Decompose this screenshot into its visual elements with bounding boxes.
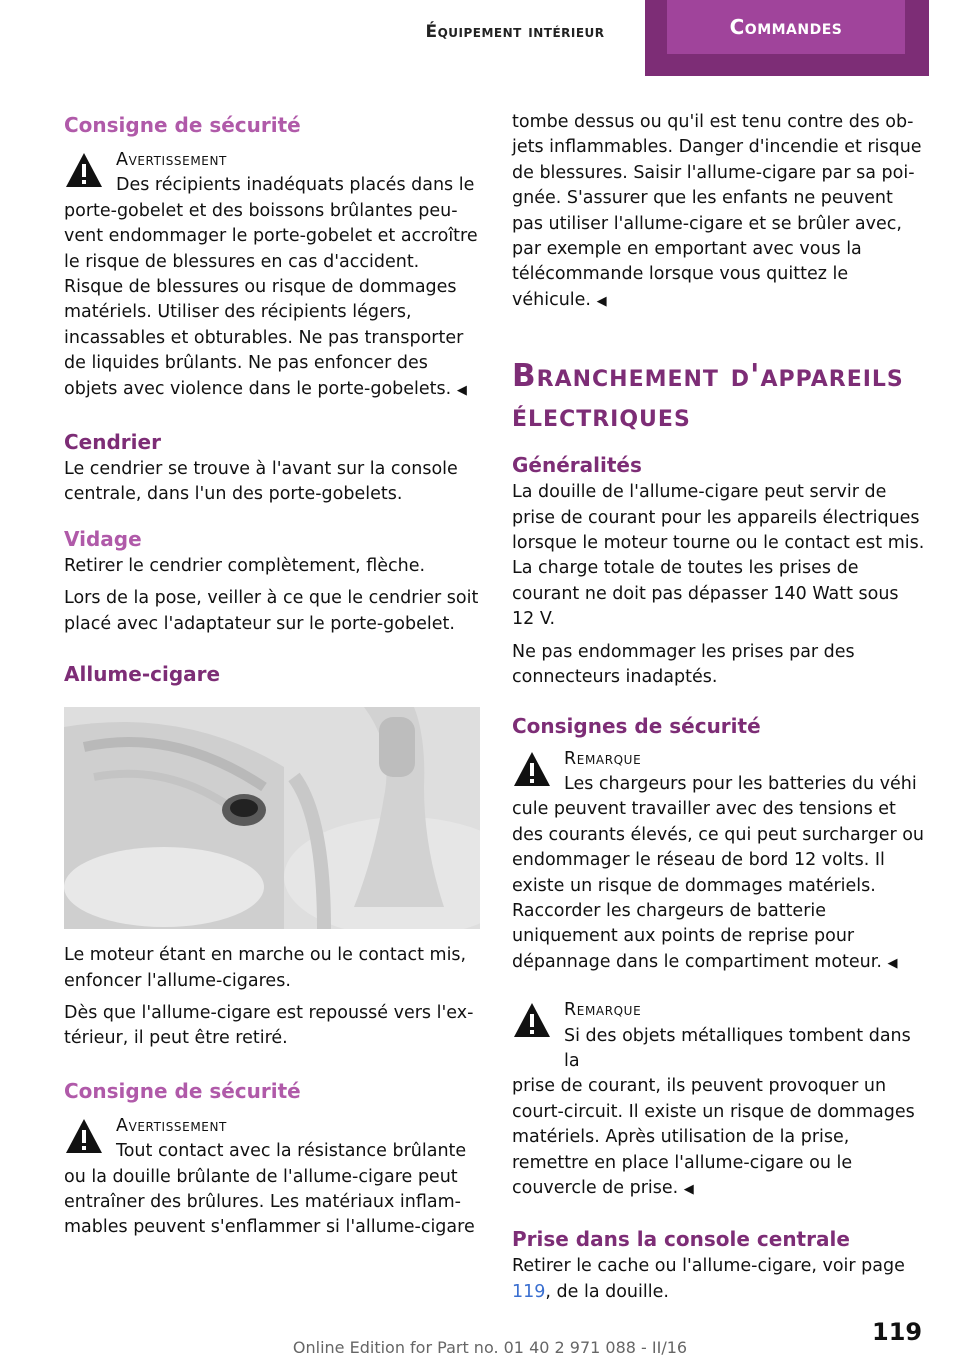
- cendrier-text: Le cendrier se trouve à l'avant sur la console centrale, dans l'un des porte-gobelets.: [64, 459, 458, 505]
- warning-icon: [64, 150, 104, 190]
- allume-text-2: Dès que l'allume-cigare est repoussé vers l'extérieur, il peut être retiré.: [64, 1002, 474, 1049]
- note-text: cule peuvent travailler avec des tensions et des courants élevés, ce qui peut surcharger ou endommager le réseau de bord 12 volts. Il existe un risque de dommages matériels. Raccorder les chargeurs de batterie uniquement aux points de reprise pour dépannage dans le compartiment moteur.: [512, 799, 925, 972]
- chapter-heading: Branchement d'appareils électriques: [512, 358, 904, 435]
- warning-continued-text: tombe dessus ou qu'il est tenu contre des objets inflammables. Danger d'incendie et risque de blessures. Saisir l'allume-cigare par sa poignée. S'assurer que les enfants ne peuvent pas utiliser l'allume-cigare et se brûler avec, par exemple en emportant avec vous la télécommande lorsque vous quittez le véhicule.: [512, 112, 922, 310]
- generalites-text-2: Ne pas endommager les prises par des connecteurs inadaptés.: [512, 641, 855, 688]
- end-marker: ◀: [456, 382, 467, 398]
- prise-heading: Prise dans la console centrale: [512, 1227, 850, 1252]
- warning-icon: [512, 1000, 552, 1040]
- warning-text-first: Tout contact avec la résistance brûlante: [116, 1141, 467, 1162]
- header-section-tab[interactable]: [410, 0, 620, 76]
- left-column: [64, 110, 480, 1241]
- end-marker: ◀: [596, 293, 607, 309]
- warning-block-2: [64, 1114, 480, 1241]
- warning-label: Avertissement: [116, 150, 227, 170]
- cendrier-heading: Cendrier: [64, 430, 161, 455]
- footer-text: Online Edition for Part no. 01 40 2 971 088 - II/16: [292, 1338, 688, 1357]
- warning-block-1: [64, 148, 480, 403]
- lighter-illustration: [64, 707, 480, 929]
- allume-cigare-heading: Allume-cigare: [64, 662, 221, 687]
- generalites-heading: Généralités: [512, 453, 642, 478]
- consignes-heading: Consignes de sécurité: [512, 713, 761, 738]
- safety-heading-2: Consigne de sécurité: [64, 1078, 301, 1103]
- generalites-text-1: La douille de l'allume-cigare peut servir de prise de courant pour les appareils électriques lorsque le moteur tourne ou le contact est mis. La charge totale de toutes les prises de courant ne doit pas dépasser 140 Watt sous 12 V.: [512, 482, 925, 630]
- header-active-tab[interactable]: [645, 0, 929, 76]
- note-block-1: [512, 747, 926, 977]
- note-text-first: Les chargeurs pour les batteries du véhi: [564, 773, 917, 794]
- warning-text: ou la douille brûlante de l'allume-cigare peut entraîner des brûlures. Les matériaux inflammables peuvent s'enflammer si l'allume-cigare: [64, 1166, 475, 1238]
- prise-text-b: , de la douille.: [545, 1281, 669, 1302]
- page-number: 119: [872, 1318, 923, 1346]
- safety-heading-1: Consigne de sécurité: [64, 113, 301, 137]
- warning-icon: [512, 749, 552, 789]
- prise-text: [512, 1254, 926, 1305]
- note-text: prise de courant, ils peuvent provoquer un court-circuit. Il existe un risque de dommages matériels. Après utilisation de la prise, remettre en place l'allume-cigare ou le couvercle de prise.: [512, 1076, 915, 1198]
- note-label: Remarque: [564, 1000, 642, 1021]
- header-active-label: Commandes: [729, 15, 843, 39]
- vidage-text-1: Retirer le cendrier complètement, flèche.: [64, 555, 426, 576]
- allume-text-1: Le moteur étant en marche ou le contact mis, enfoncer l'allume-cigares.: [64, 945, 467, 991]
- prise-text-a: Retirer le cache ou l'allume-cigare, voir page: [512, 1256, 905, 1277]
- warning-label: Avertissement: [116, 1115, 227, 1136]
- warning-icon: [64, 1116, 104, 1156]
- warning-text-first: Des récipients inadéquats placés dans le: [116, 175, 475, 196]
- note-label: Remarque: [564, 748, 642, 769]
- end-marker: ◀: [887, 955, 898, 971]
- vidage-heading: Vidage: [64, 526, 142, 551]
- right-column: [512, 110, 926, 1312]
- header-section-label: Équipement intérieur: [425, 22, 605, 42]
- header-active-tab-inner: [667, 0, 905, 54]
- end-marker: ◀: [683, 1182, 694, 1197]
- note-block-2: [512, 998, 926, 1202]
- note-text-first: Si des objets métalliques tombent dans la: [564, 1025, 911, 1071]
- vidage-text-2: Lors de la pose, veiller à ce que le cendrier soit placé avec l'adaptateur sur le porte-gobelet.: [64, 588, 479, 634]
- page-link[interactable]: 119: [512, 1281, 546, 1302]
- warning-text: porte-gobelet et des boissons brûlantes peuvent endommager le porte-gobelet et accroître le risque de blessures en cas d'accident. Risque de blessures ou risque de dommages matériels. Utiliser des récipients légers, incassables et obturables. Ne pas transporter de liquides brûlants. Ne pas enfoncer des objets avec violence dans le porte-gobelets.: [64, 200, 478, 399]
